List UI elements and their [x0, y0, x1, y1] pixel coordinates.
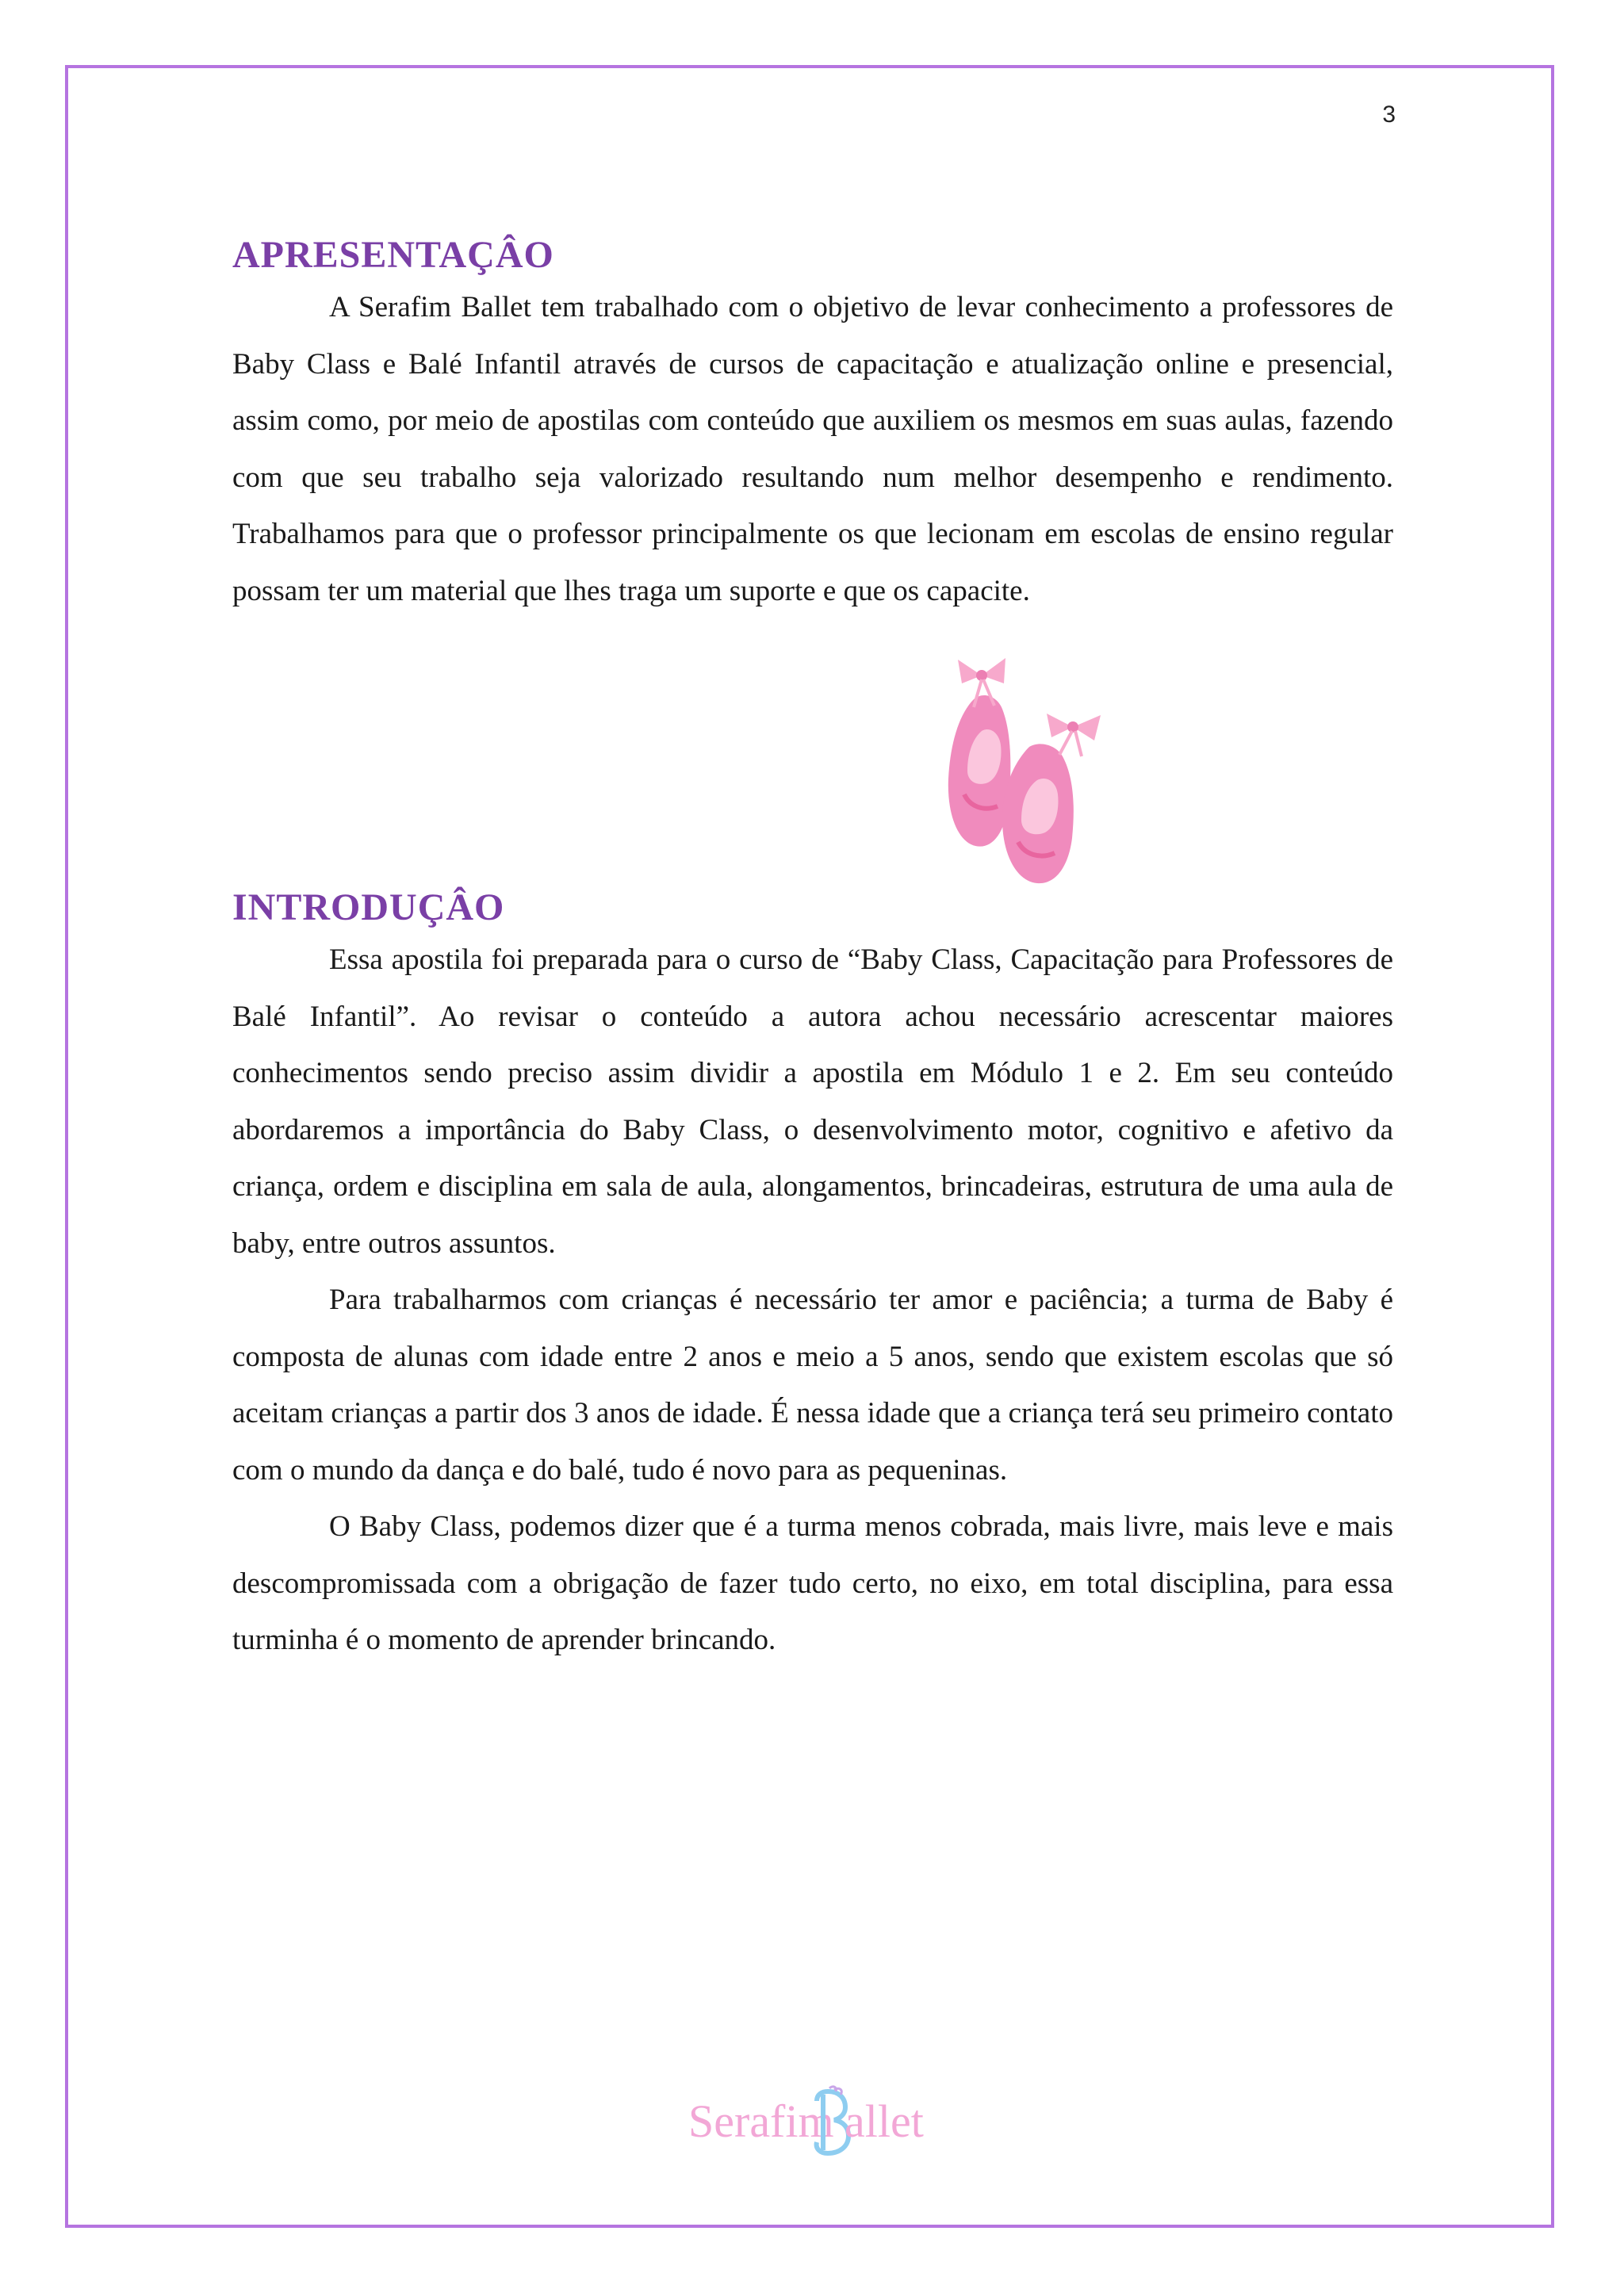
ballet-shoes-icon	[926, 644, 1132, 897]
paragraph: O Baby Class, podemos dizer que é a turma menos cobrada, mais livre, mais leve e mais descompromissada com a obrigação de fazer tudo certo, no eixo, em total disciplina, para essa turminha é o momento de aprender brincando.	[232, 1510, 1393, 1656]
section-title: INTRODUÇÂO	[232, 886, 505, 928]
ballet-shoe-left-icon	[948, 658, 1011, 847]
ballet-shoe-right-icon	[1002, 714, 1101, 883]
logo-text-serafim: Serafim	[688, 2095, 834, 2147]
section-introducao	[232, 884, 1393, 1669]
serafim-ballet-logo	[688, 2085, 934, 2156]
paragraph: Para trabalharmos com crianças é necessário ter amor e paciência; a turma de Baby é composta de alunas com idade entre 2 anos e meio a 5 anos, sendo que existem escolas que só aceitam crianças a partir dos 3 anos de idade. É nessa idade que a criança terá seu primeiro contato com o mundo da dança e do balé, tudo é novo para as pequeninas.	[232, 1284, 1393, 1487]
section-title: APRESENTAÇÂO	[232, 234, 554, 276]
page-number: 3	[1382, 101, 1396, 128]
logo-text-allet: allet	[845, 2095, 924, 2147]
section-apresentacao	[232, 232, 1393, 619]
paragraph: Essa apostila foi preparada para o curso de “Baby Class, Capacitação para Professores de Balé Infantil”. Ao revisar o conteúdo a autora achou necessário acrescentar maiores conhecimentos sendo preciso assim dividir a apostila em Módulo 1 e 2. Em seu conteúdo abordaremos a importância do Baby Class, o desenvolvimento motor, cognitivo e afetivo da criança, ordem e disciplina em sala de aula, alongamentos, brincadeiras, estrutura de uma aula de baby, entre outros assuntos.	[232, 943, 1393, 1260]
paragraph: A Serafim Ballet tem trabalhado com o objetivo de levar conhecimento a professores de Baby Class e Balé Infantil através de cursos de capacitação e atualização online e presencial, assim como, por meio de apostilas com conteúdo que auxiliem os mesmos em suas aulas, fazendo com que seu trabalho seja valorizado resultando num melhor desempenho e rendimento. Trabalhamos para que o professor principalmente os que lecionam em escolas de ensino regular possam ter um material que lhes traga um suporte e que os capacite.	[232, 291, 1393, 607]
